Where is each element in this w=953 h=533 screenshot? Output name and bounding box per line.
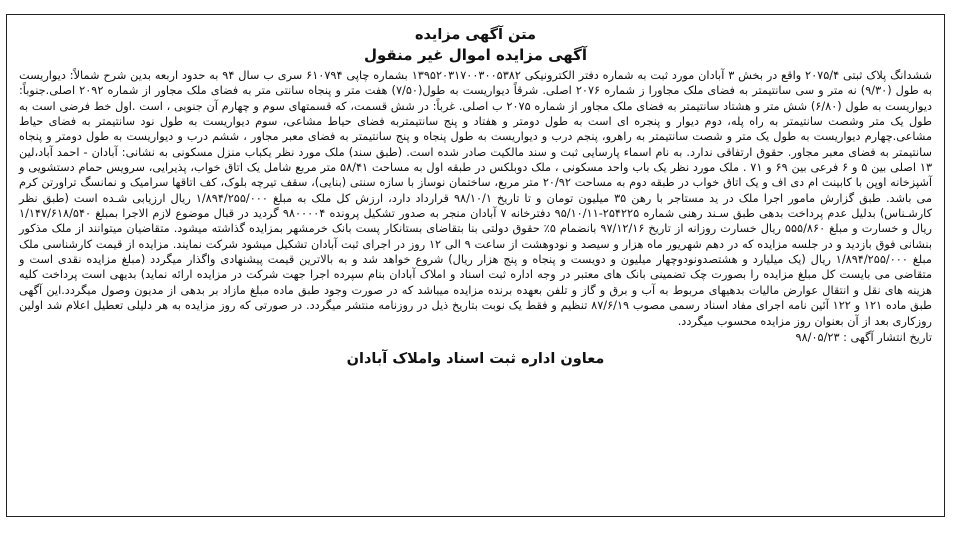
- notice-body: [19, 68, 932, 329]
- signature: معاون اداره ثبت اسناد واملاک آبادان: [346, 350, 605, 367]
- notice-frame: [6, 14, 945, 517]
- notice-paragraph: ششدانگ پلاک ثبتی ۲۰۷۵/۴ واقع در بخش ۳ آبادان مورد ثبت به شماره دفتر الکترونیکی ۱۳۹۵۲۰۳۱۷۰۰۳۰۰۵۳۸۲ بشماره چاپی ۶۱۰۷۹۴ سری ب سال ۹۴ به حدود اربعه بدین شرح شمالاً: دیواریست به طول (۹/۳۰) نه متر و سی سانتیمتر به فضای ملک مجاورا ز شماره ۲۰۷۶ اصلی. شرقاً دیواریست به طول(۷/۵۰) هفت متر و پنجاه سانتی متر به فضای ملک مجاور از شماره ۲۰۹۲ اصلی.جنوباً: دیواریست به طول (۶/۸۰) شش متر و هشتاد سانتیمتر به فضای ملک مجاور از شماره ۲۰۷۵ ب اصلی. غرباً: در شش قسمت، که قسمتهای سوم و چهارم آن جنوبی ، است .اول خط فرضی است به طول یک متر وشصت سانتیمتر به راه پله، دوم دیوار و پنجره ای است به طول دومتر و هفتاد و پنج سانتیمتربه فضای حیاط مشاعی، سوم دیواریست به طول نود سانتیمتر به فضای حیاط مشاعی.چهارم دیواریست به طول یک متر و شصت سانتیمتر به راهرو، پنجم درب و دیواریست به طول پنجاه و پنج سانتیمتر به فضای معبر مجاور ، ششم درب و دیواریست به طول دومتر و پنجاه سانتیمتر به فضای معبر مجاور. حقوق ارتفاقی ندارد. به نام اسماء پارسایی ثبت و سند مالکیت صادر شده است. (طبق سند) ملک مورد نظر یکباب منزل مسکونی به نشانی: آبادان - احمد آباد،لین ۱۳ اصلی بین ۵ و ۶ فرعی بین ۶۹ و ۷۱ . ملک مورد نظر یک باب واحد مسکونی ، ملک دوبلکس در طبقه اول به مساحت ۵۸/۴۱ متر مربع شامل یک اتاق خواب، پذیرایی، سرویس حمام دستشویی و آشپزخانه اوپن با کابینت ام دی اف و یک اتاق خواب در طبقه دوم به مساحت ۲۰/۹۲ متر مربع، ساختمان نوساز با سازه سنتی (بنایی)، سقف تیرچه بلوک، کف اتاقها سرامیک و نمانسگ تراورتن کرم می باشد. طبق گزارش مامور اجرا ملک در ید مستاجر با رهن ۳۵ میلیون تومان و تا تاریخ ۹۸/۱۰/۱ قرارداد دارد، ارزش کل ملک به مبلغ ۱/۸۹۴/۲۵۵/۰۰۰ ریال ارزیابی شـده است (طبق نظر کارشـناس) بدلیل عدم پرداخت بدهی طبق سـند رهنی شماره ۲۵۴۲۲۵-۹۵/۱۰/۱۱ دفترخانه ۷ آبادان منجر به صدور تشکیل پرونده ۹۸۰۰۰۰۴ گردید در قبال موضوع لازم الاجرا بمبلغ ۱/۱۴۷/۶۱۸/۵۴۰ ریال و خسارت و مبلغ ۵۵۵/۸۶۰ ریال خسارت روزانه از تاریخ ۹۷/۱۲/۱۶ بانضمام ۵٪ حقوق دولتی بنا بتقاضای بستانکار پست بانک خرمشهر بمزایده گذاشته میشود. متقاضیان میتوانند از ملک مذکور بنشانی فوق بازدید و در جلسه مزایده که در دهم شهریور ماه هزار و سیصد و نودوهشت از ساعت ۹ الی ۱۲ روز در اجرای ثبت آبادان تشکیل میشود شرکت نمایند. مزایده از قیمت کارشناسی ملک مبلغ ۱/۸۹۴/۲۵۵/۰۰۰ ریال (یک میلیارد و هشتصدونودوچهار میلیون و دویست و پنجاه و پنج هزار ریال) شروع خواهد شد و به بالاترین قیمت پیشنهادی واگذار میگردد (مبلغ مزایده نقدی است و متقاضی می بایست کل مبلغ مزایده را بصورت چک تضمینی بانک های معتبر در وجه اداره ثبت اسناد و املاک آبادان بنام سپرده اجرا جهت شرکت در مزایده ارائه نماید) بدیهی است پرداخت کلیه هزینه های نقل و انتقال عوارض مالیات بدهیهای مربوط به آب و برق و گاز و تلفن بعهده برنده مزایده میباشد که در صورت وجود طبق ماده مبلغ مازاد بر بدهی از مدیون وصول میگردد.این آگهی طبق ماده ۱۲۱ و ۱۲۲ آئین نامه اجرای مفاد اسناد رسمی مصوب ۸۷/۶/۱۹ تنظیم و فقط یک نوبت بتاریخ ذیل در روزنامه منتشر میگردد. در صورتی که روز مزایده به هر دلیلی تعطیل اعلام شد اولین روزکاری بعد از آن بعنوان روز مزایده محسوب میگردد.: [19, 69, 933, 328]
- notice-subtitle: آگهی مزایده اموال غیر منقول: [363, 46, 588, 64]
- notice-title: متن آگهی مزایده: [414, 27, 537, 43]
- publication-date: تاریخ انتشار آگهی : ۹۸/۰۵/۲۳: [795, 330, 932, 344]
